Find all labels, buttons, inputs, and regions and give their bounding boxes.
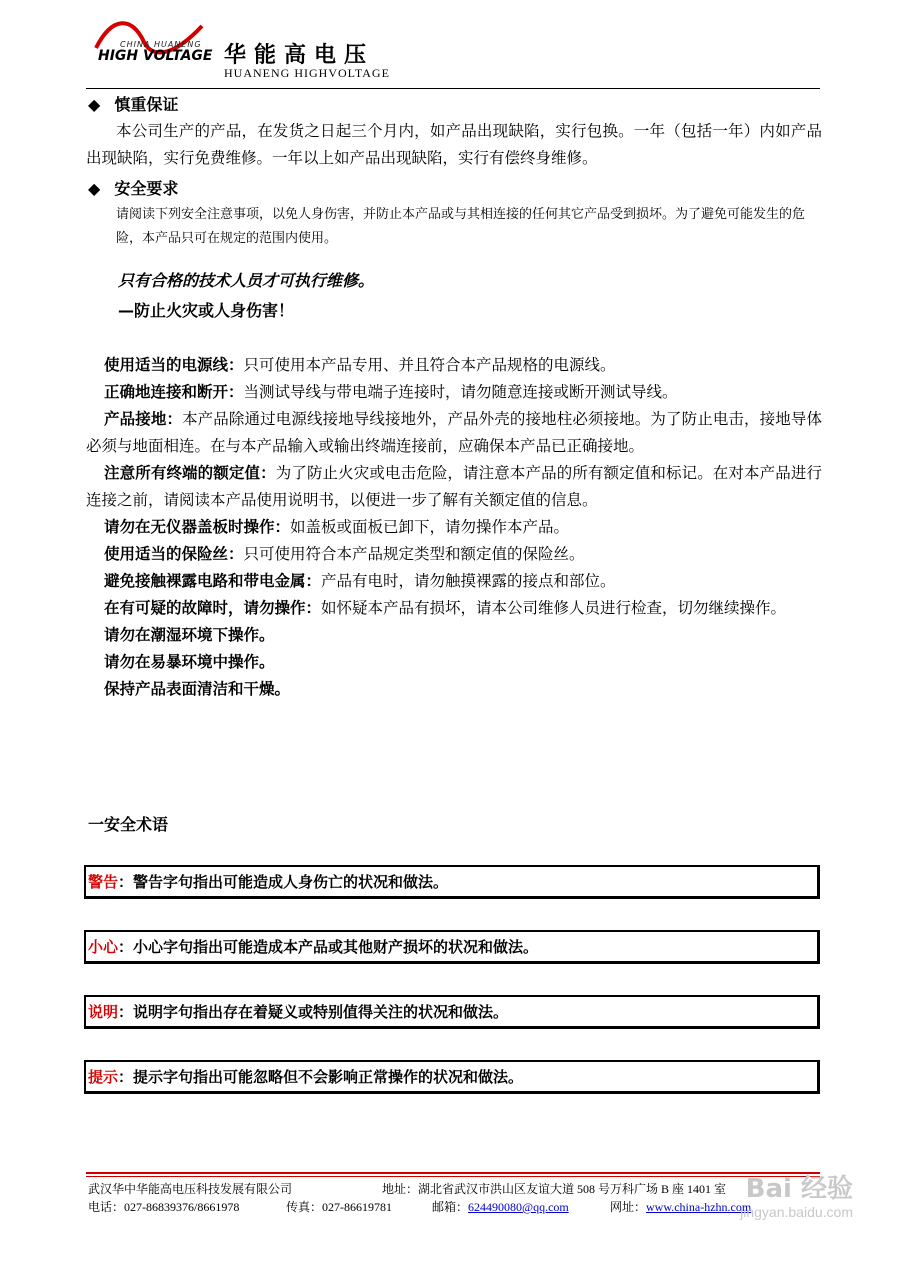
watermark-url: jingyan.baidu.com <box>740 1204 853 1220</box>
rule-item <box>86 514 822 541</box>
rule-title: 请勿在无仪器盖板时操作： <box>104 518 291 536</box>
rule-title: 使用适当的电源线： <box>104 356 244 374</box>
logo-subtitle: CHINA HUANENG <box>120 40 202 49</box>
brand-name-en: HUANENG HIGHVOLTAGE <box>224 66 390 80</box>
warning-line-2: —防止火灾或人身伤害！ <box>118 301 295 320</box>
rule-item <box>86 595 822 622</box>
rule-text: 如怀疑本产品有损坏，请本公司维修人员进行检查，切勿继续操作。 <box>321 599 787 617</box>
rule-text: 为了防止火灾或电击危险，请注意本产品的所有额定值和标记。在对本产品进行连接之前，请阅读本产品使用说明书，以便进一步了解有关额定值的信息。 <box>86 464 822 509</box>
rule-title: 保持产品表面清洁和干燥。 <box>104 680 291 698</box>
rule-item <box>86 568 822 595</box>
term-box-warning: 警告：警告字句指出可能造成人身伤亡的状况和做法。 <box>84 865 820 899</box>
rule-text: 只可使用符合本产品规定类型和额定值的保险丝。 <box>243 545 585 563</box>
term-box-note: 说明：说明字句指出存在着疑义或特别值得关注的状况和做法。 <box>84 995 820 1029</box>
rule-title: 请勿在潮湿环境下操作。 <box>104 626 275 644</box>
footer-fax: 传真：027-86619781 <box>286 1200 392 1214</box>
rule-title: 请勿在易暴环境中操作。 <box>104 653 275 671</box>
rule-item <box>86 460 822 514</box>
rule-title: 产品接地： <box>104 410 183 428</box>
footer-phone: 电话：027-86839376/8661978 <box>88 1200 240 1214</box>
warning-line-1: 只有合格的技术人员才可执行维修。 <box>118 271 375 290</box>
header-divider <box>86 88 820 89</box>
term-box-tip: 提示：提示字句指出可能忽略但不会影响正常操作的状况和做法。 <box>84 1060 820 1094</box>
footer-email: 邮箱：624490080@qq.com <box>432 1200 569 1214</box>
email-link[interactable]: 624490080@qq.com <box>468 1200 569 1214</box>
footer-site: 网址：www.china-hzhn.com <box>610 1200 752 1214</box>
warranty-body: 本公司生产的产品，在发货之日起三个月内，如产品出现缺陷，实行包换。一年（包括一年）内如产品出现缺陷，实行免费维修。一年以上如产品出现缺陷，实行有偿终身维修。 <box>86 122 822 167</box>
rule-item <box>86 379 822 406</box>
site-link[interactable]: www.china-hzhn.com <box>646 1200 752 1214</box>
rule-item <box>86 352 822 379</box>
rule-text: 本产品除通过电源线接地导线接地外，产品外壳的接地柱必须接地。为了防止电击，接地导体必须与地面相连。在与本产品输入或输出终端连接前，应确保本产品已正确接地。 <box>86 410 822 455</box>
safety-heading: ◆ 安全要求 <box>88 179 179 198</box>
rule-title: 避免接触裸露电路和带电金属： <box>104 572 322 590</box>
diamond-bullet-icon: ◆ <box>88 179 101 198</box>
diamond-bullet-icon: ◆ <box>88 95 101 114</box>
footer-company: 武汉华中华能高电压科技发展有限公司 <box>88 1182 293 1196</box>
footer-divider-thick <box>86 1172 820 1174</box>
rule-text: 产品有电时，请勿触摸裸露的接点和部位。 <box>321 572 616 590</box>
footer-divider-thin <box>86 1176 820 1177</box>
rule-text: 只可使用本产品专用、并且符合本产品规格的电源线。 <box>243 356 616 374</box>
rule-item <box>86 406 822 460</box>
footer-address: 地址：湖北省武汉市洪山区友谊大道 508 号万科广场 B 座 1401 室 <box>382 1182 727 1196</box>
brand-name-cn: 华能高电压 <box>224 43 375 68</box>
watermark-logo: Bai 经验 <box>745 1174 853 1204</box>
safety-intro: 请阅读下列安全注意事项，以免人身伤害，并防止本产品或与其相连接的任何其它产品受到损坏。为了避免可能发生的危险，本产品只可在规定的范围内使用。 <box>116 207 806 246</box>
term-box-caution: 小心：小心字句指出可能造成本产品或其他财产损坏的状况和做法。 <box>84 930 820 964</box>
warranty-heading: ◆ 慎重保证 <box>88 95 179 114</box>
rule-item <box>86 622 822 649</box>
rule-item <box>86 676 822 703</box>
rule-title: 使用适当的保险丝： <box>104 545 244 563</box>
rule-text: 如盖板或面板已卸下，请勿操作本产品。 <box>290 518 570 536</box>
rule-text: 当测试导线与带电端子连接时，请勿随意连接或断开测试导线。 <box>243 383 678 401</box>
rule-title: 在有可疑的故障时，请勿操作： <box>104 599 322 617</box>
logo-main-text: HIGH VOLTAGE <box>98 48 213 64</box>
terms-heading: 一安全术语 <box>88 815 169 834</box>
rule-item <box>86 649 822 676</box>
rule-title: 正确地连接和断开： <box>104 383 244 401</box>
rule-item <box>86 541 822 568</box>
rules-list <box>86 352 822 703</box>
rule-title: 注意所有终端的额定值： <box>104 464 276 482</box>
